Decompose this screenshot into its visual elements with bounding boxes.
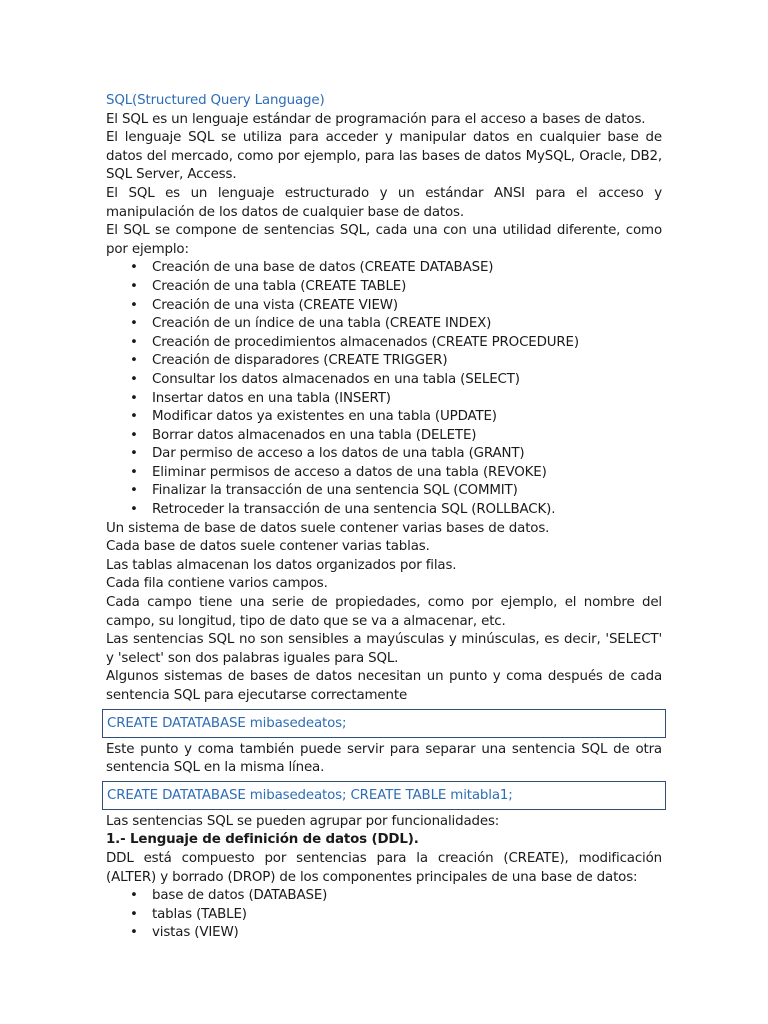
sql-uses-list: [106, 259, 662, 519]
list-item: • Creación de disparadores (CREATE TRIGGER): [106, 352, 662, 371]
intro-paragraph: El lenguaje SQL se utiliza para acceder y manipular datos en cualquier base de datos del mercado, como por ejemplo, para las bases de datos MySQL, Oracle, DB2, SQL Server, Access.: [106, 130, 662, 183]
list-item: • tablas (TABLE): [106, 906, 662, 925]
body-paragraph: Las sentencias SQL se pueden agrupar por funcionalidades:: [106, 813, 500, 829]
list-item: • Insertar datos en una tabla (INSERT): [106, 390, 662, 409]
body-paragraph: Este punto y coma también puede servir para separar una sentencia SQL de otra sentencia SQL en la misma línea.: [106, 741, 662, 776]
section-title: SQL(Structured Query Language): [106, 93, 325, 108]
list-item: • Consultar los datos almacenados en una tabla (SELECT): [106, 371, 662, 390]
list-item: • base de datos (DATABASE): [106, 887, 662, 906]
list-item: • Finalizar la transacción de una sentencia SQL (COMMIT): [106, 482, 662, 501]
body-paragraph: Cada fila contiene varios campos.: [106, 576, 328, 592]
list-item: • Dar permiso de acceso a los datos de una tabla (GRANT): [106, 445, 662, 464]
list-item: • Creación de una base de datos (CREATE DATABASE): [106, 259, 662, 278]
list-item: • Borrar datos almacenados en una tabla (DELETE): [106, 427, 662, 446]
document-content: [106, 92, 662, 943]
ddl-paragraph: DDL está compuesto por sentencias para la creación (CREATE), modificación (ALTER) y borrado (DROP) de los componentes principales de una base de datos:: [106, 850, 662, 885]
code-box: CREATE DATATABASE mibasedeatos; CREATE TABLE mitabla1;: [102, 781, 666, 810]
list-item: • Creación de un índice de una tabla (CREATE INDEX): [106, 315, 662, 334]
body-paragraph: Las tablas almacenan los datos organizados por filas.: [106, 557, 457, 573]
body-paragraph: Algunos sistemas de bases de datos necesitan un punto y coma después de cada sentencia SQL para ejecutarse correctamente: [106, 669, 662, 703]
list-item: • Creación de procedimientos almacenados (CREATE PROCEDURE): [106, 334, 662, 353]
body-paragraph: Cada base de datos suele contener varias tablas.: [106, 539, 430, 555]
code-box: CREATE DATATABASE mibasedeatos;: [102, 709, 666, 738]
intro-paragraph: El SQL se compone de sentencias SQL, cada una con una utilidad diferente, como por ejemplo:: [106, 223, 662, 257]
list-item: • vistas (VIEW): [106, 924, 662, 943]
list-item: • Creación de una vista (CREATE VIEW): [106, 297, 662, 316]
intro-paragraph: El SQL es un lenguaje estándar de programación para el acceso a bases de datos.: [106, 111, 646, 127]
list-item: • Modificar datos ya existentes en una tabla (UPDATE): [106, 408, 662, 427]
body-paragraph: Un sistema de base de datos suele contener varias bases de datos.: [106, 520, 550, 536]
list-item: • Eliminar permisos de acceso a datos de una tabla (REVOKE): [106, 464, 662, 483]
list-item: • Retroceder la transacción de una sentencia SQL (ROLLBACK).: [106, 501, 662, 520]
body-paragraph: Cada campo tiene una serie de propiedades, como por ejemplo, el nombre del campo, su longitud, tipo de dato que se va a almacenar, etc.: [106, 595, 662, 629]
list-item: • Creación de una tabla (CREATE TABLE): [106, 278, 662, 297]
ddl-list: [106, 887, 662, 943]
ddl-heading: 1.- Lenguaje de definición de datos (DDL).: [106, 832, 419, 848]
body-paragraph: Las sentencias SQL no son sensibles a mayúsculas y minúsculas, es decir, 'SELECT' y 'select' son dos palabras iguales para SQL.: [106, 632, 662, 666]
intro-paragraph: El SQL es un lenguaje estructurado y un estándar ANSI para el acceso y manipulación de los datos de cualquier base de datos.: [106, 185, 662, 220]
